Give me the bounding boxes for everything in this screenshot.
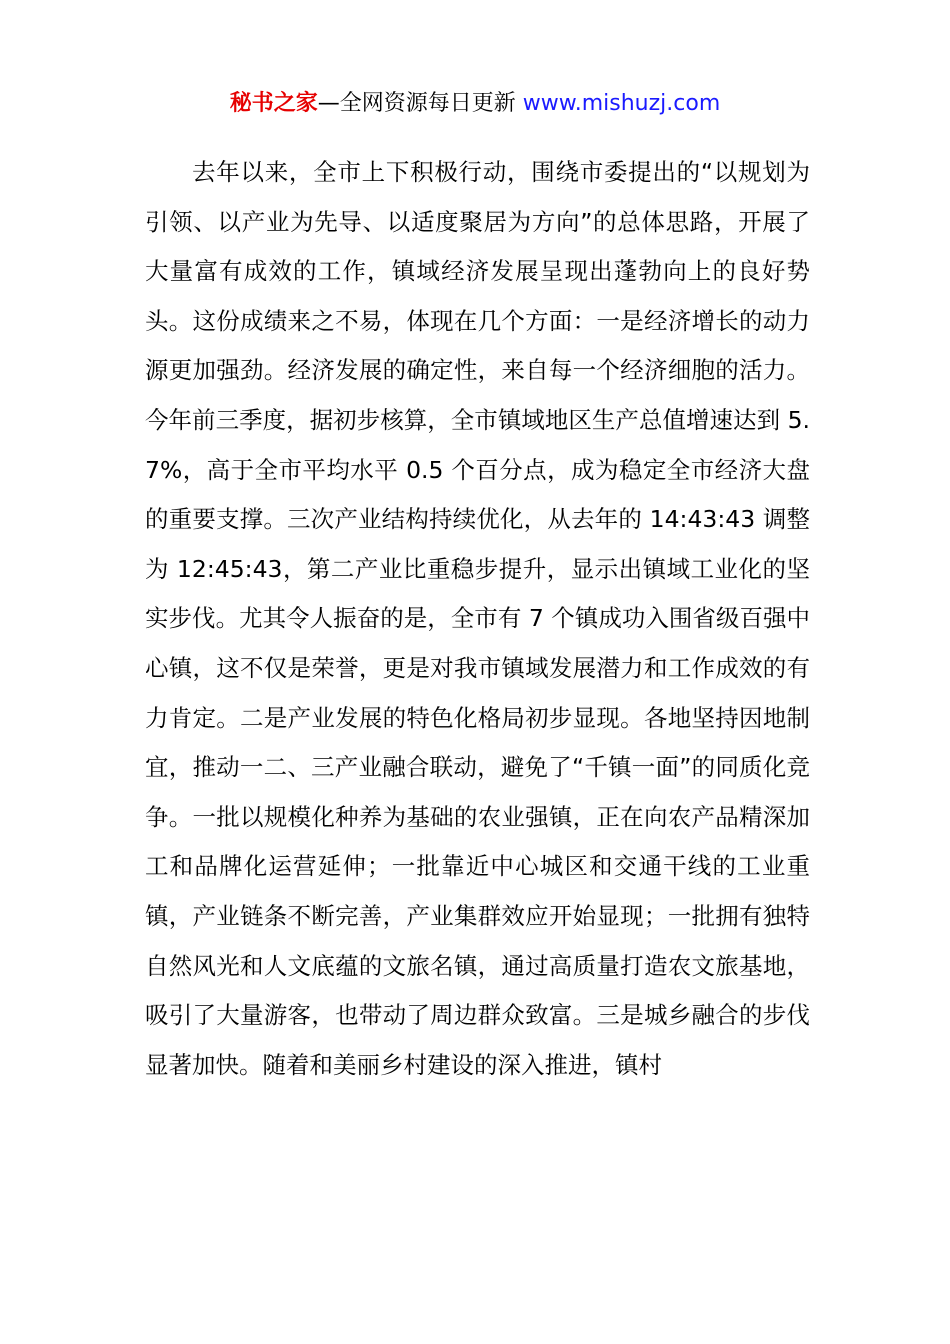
header-tagline: —全网资源每日更新	[317, 91, 523, 116]
body-paragraph: 去年以来，全市上下积极行动，围绕市委提出的“以规划为引领、以产业为先导、以适度聚居为方向”的总体思路，开展了大量富有成效的工作，镇域经济发展呈现出蓬勃向上的良好势头。这份成绩来之不易，体现在几个方面：一是经济增长的动力源更加强劲。经济发展的确定性，来自每一个经济细胞的活力。今年前三季度，据初步核算，全市镇域地区生产总值增速达到 5.7%，高于全市平均水平 0.5 个百分点，成为稳定全市经济大盘的重要支撑。三次产业结构持续优化，从去年的 14:43:43 调整为 12:45:43，第二产业比重稳步提升，显示出镇域工业化的坚实步伐。尤其令人振奋的是，全市有 7 个镇成功入围省级百强中心镇，这不仅是荣誉，更是对我市镇域发展潜力和工作成效的有力肯定。二是产业发展的特色化格局初步显现。各地坚持因地制宜，推动一二、三产业融合联动，避免了“千镇一面”的同质化竞争。一批以规模化种养为基础的农业强镇，正在向农产品精深加工和品牌化运营延伸；一批靠近中心城区和交通干线的工业重镇，产业链条不断完善，产业集群效应开始显现；一批拥有独特自然风光和人文底蕴的文旅名镇，通过高质量打造农文旅基地，吸引了大量游客，也带动了周边群众致富。三是城乡融合的步伐显著加快。随着和美丽乡村建设的深入推进，镇村	[145, 158, 810, 1079]
site-url-link[interactable]: www.mishuzj.com	[522, 91, 721, 116]
page-header	[0, 88, 950, 120]
brand-name: 秘书之家	[229, 91, 318, 116]
